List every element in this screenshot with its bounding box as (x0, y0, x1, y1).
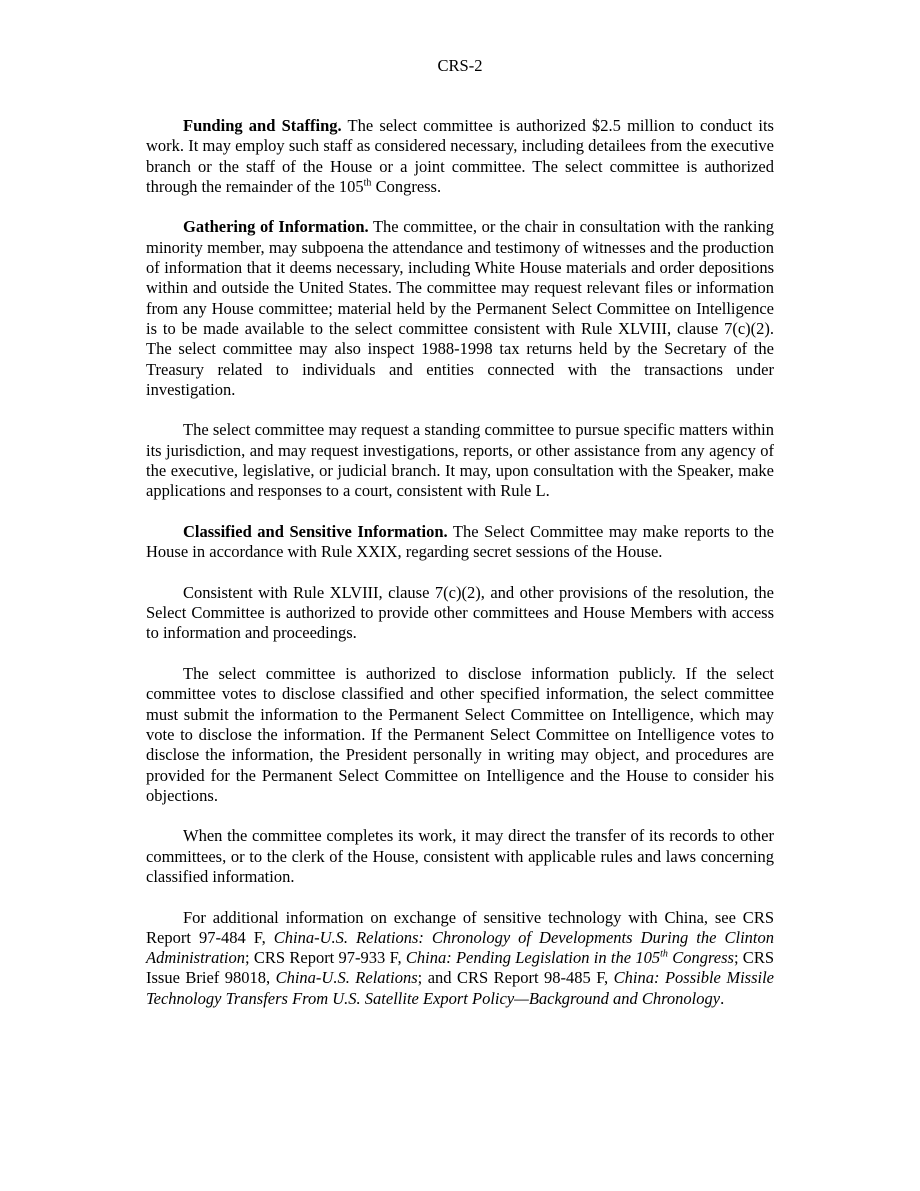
report-title-chronology: China-U.S. Relations: Chronology of Developments During the Clinton Administration (146, 927, 774, 968)
additional-text-1: For additional information on exchange of sensitive technology with China, see CRS Report 97-484 F, (146, 907, 774, 947)
document-body (146, 116, 774, 1029)
heading-classified-information: Classified and Sensitive Information. (183, 521, 448, 541)
completes-text: When the committee completes its work, it may direct the transfer of its records to other committees, or to the clerk of the House, consistent with applicable rules and laws concerning classified information. (146, 826, 774, 886)
funding-superscript: th (363, 177, 372, 189)
pending-legislation-superscript: th (660, 948, 668, 960)
report-title-missile-technology: China: Possible Missile Technology Transfers From U.S. Satellite Export Policy—Background and Chronology (146, 968, 774, 1008)
pending-legislation-congress: Congress (667, 948, 734, 968)
paragraph-gathering-of-information (146, 217, 774, 400)
page-header: CRS-2 (437, 56, 483, 75)
paragraph-committee-completes-work (146, 826, 774, 887)
standing-committee-text: The select committee may request a standing committee to pursue specific matters within its jurisdiction, and may request investigations, reports, or other assistance from any agency of the executive, legislative, or judicial branch. It may, upon consultation with the Speaker, make applications and responses to a court, consistent with Rule L. (146, 420, 774, 501)
paragraph-funding-and-staffing (146, 116, 774, 197)
pending-legislation-title: China: Pending Legislation in the 105 (405, 948, 661, 968)
additional-text-4: ; and CRS Report 98-485 F, (417, 968, 614, 988)
paragraph-disclose-information (146, 664, 774, 806)
paragraph-classified-information (146, 522, 774, 563)
funding-text: The select committee is authorized $2.5 million to conduct its work. It may employ such staff as considered necessary, including detailees from the executive branch or the staff of the House or a joint committee. The select committee is authorized through the remainder of the 105 (146, 116, 774, 196)
heading-gathering-of-information: Gathering of Information. (183, 217, 369, 237)
paragraph-standing-committee (146, 420, 774, 501)
paragraph-consistent-with-rule (146, 583, 774, 644)
report-title-pending-legislation (406, 948, 734, 967)
additional-text-5: . (720, 988, 725, 1008)
paragraph-additional-information (146, 908, 774, 1009)
consistent-text: Consistent with Rule XLVIII, clause 7(c)(2), and other provisions of the resolution, the Select Committee is authorized to provide other committees and House Members with access to information and proceedings. (146, 582, 774, 643)
issue-brief-title: China-U.S. Relations (275, 968, 418, 988)
classified-text: The Select Committee may make reports to the House in accordance with Rule XXIX, regarding secret sessions of the House. (146, 521, 774, 562)
heading-funding-and-staffing: Funding and Staffing. (183, 116, 342, 135)
additional-text-2: ; CRS Report 97-933 F, (245, 948, 406, 968)
funding-text-end: Congress. (371, 176, 442, 196)
additional-text-3: ; CRS Issue Brief 98018, (146, 948, 774, 988)
disclose-text: The select committee is authorized to disclose information publicly. If the select committee votes to disclose classified and other specified information, the select committee must submit the information to the Permanent Select Committee on Intelligence, which may vote to disclose the information. If the Permanent Select Committee on Intelligence votes to disclose the information, the President personally in writing may object, and procedures are provided for the Permanent Select Committee on Intelligence and the House to consider his objections. (146, 664, 774, 805)
gathering-text: The committee, or the chair in consultation with the ranking minority member, may subpoena the attendance and testimony of witnesses and the production of information that it deems necessary, including White House materials and order depositions within and outside the United States. The committee may request relevant files or information from any House committee; material held by the Permanent Select Committee on Intelligence is to be made available to the select committee consistent with Rule XLVIII, clause 7(c)(2). The select committee may also inspect 1988-1998 tax returns held by the Secretary of the Treasury related to individuals and entities connected with the transactions under investigation. (146, 217, 775, 399)
